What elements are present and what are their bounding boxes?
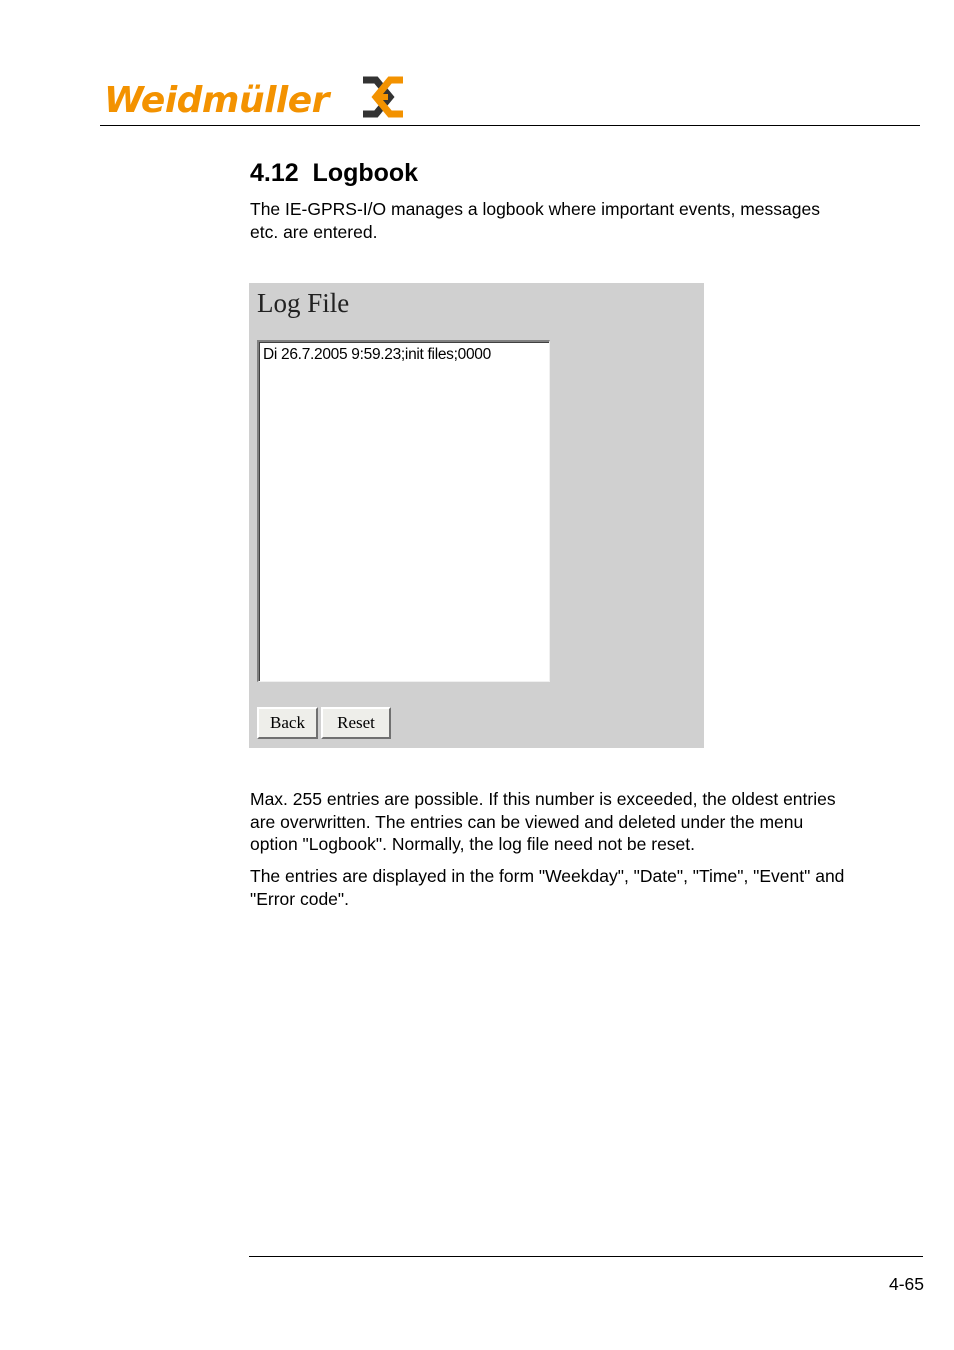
intro-paragraph: The IE-GPRS-I/O manages a logbook where important events, messages etc. are entered. xyxy=(250,199,820,242)
header-divider xyxy=(100,125,920,126)
entries-paragraph: Max. 255 entries are possible. If this number is exceeded, the oldest entries are overwritten. The entries can be viewed and deleted under the menu option "Logbook". Normally, the log file need not be reset. xyxy=(250,789,836,854)
weidmuller-cross-icon xyxy=(360,76,406,118)
brand-logo-text: Weidmüller xyxy=(104,80,329,121)
page-number: 4-65 xyxy=(888,1274,924,1294)
log-file-screenshot xyxy=(249,283,704,748)
log-entry: Di 26.7.2005 9:59.23;init files;0000 xyxy=(263,346,491,363)
section-title: 4.12 Logbook xyxy=(250,159,419,187)
footer-divider xyxy=(249,1256,923,1257)
log-textarea[interactable] xyxy=(257,340,550,682)
back-button[interactable]: Back xyxy=(257,707,318,739)
log-file-title: Log File xyxy=(257,288,350,318)
reset-button[interactable]: Reset xyxy=(321,707,391,739)
format-paragraph: The entries are displayed in the form "Weekday", "Date", "Time", "Event" and "Error code". xyxy=(250,866,845,909)
